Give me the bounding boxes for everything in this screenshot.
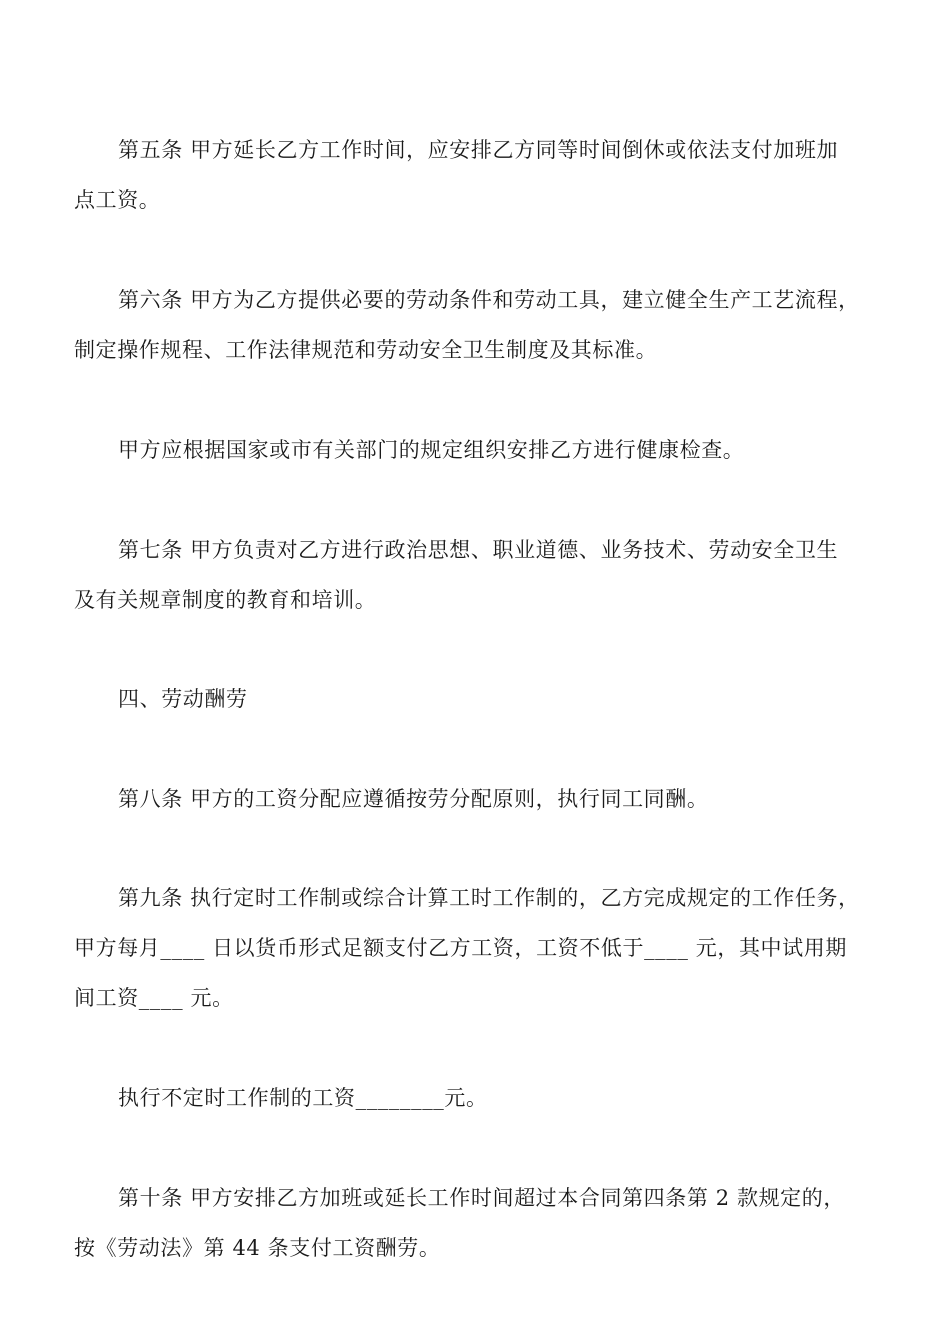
article-9-line-1: 第九条 执行定时工作制或综合计算工时工作制的，乙方完成规定的工作任务， <box>118 886 860 910</box>
article-5-line-1: 第五条 甲方延长乙方工作时间，应安排乙方同等时间倒休或依法支付加班加 <box>118 138 839 162</box>
article-6-line-1: 第六条 甲方为乙方提供必要的劳动条件和劳动工具，建立健全生产工艺流程， <box>118 288 860 312</box>
article-10-line-2: 按《劳动法》第 44 条支付工资酬劳。 <box>74 1236 441 1260</box>
article-9-line-3: 间工资____ 元。 <box>74 986 234 1010</box>
article-10-line-1: 第十条 甲方安排乙方加班或延长工作时间超过本合同第四条第 2 款规定的， <box>118 1186 845 1210</box>
article-7-line-2: 及有关规章制度的教育和培训。 <box>74 588 377 612</box>
article-5-line-2: 点工资。 <box>74 188 161 212</box>
article-6-line-2: 制定操作规程、工作法律规范和劳动安全卫生制度及其标准。 <box>74 338 658 362</box>
article-7-line-1: 第七条 甲方负责对乙方进行政治思想、职业道德、业务技术、劳动安全卫生 <box>118 538 839 562</box>
article-9-line-2: 甲方每月____ 日以货币形式足额支付乙方工资，工资不低于____ 元，其中试用期 <box>74 936 847 960</box>
section-heading-labor-remuneration: 四、劳动酬劳 <box>118 687 248 711</box>
non-fixed-hours-wage: 执行不定时工作制的工资________元。 <box>118 1086 488 1110</box>
health-check-paragraph: 甲方应根据国家或市有关部门的规定组织安排乙方进行健康检查。 <box>118 438 745 462</box>
article-8-line-1: 第八条 甲方的工资分配应遵循按劳分配原则，执行同工同酬。 <box>118 787 709 811</box>
